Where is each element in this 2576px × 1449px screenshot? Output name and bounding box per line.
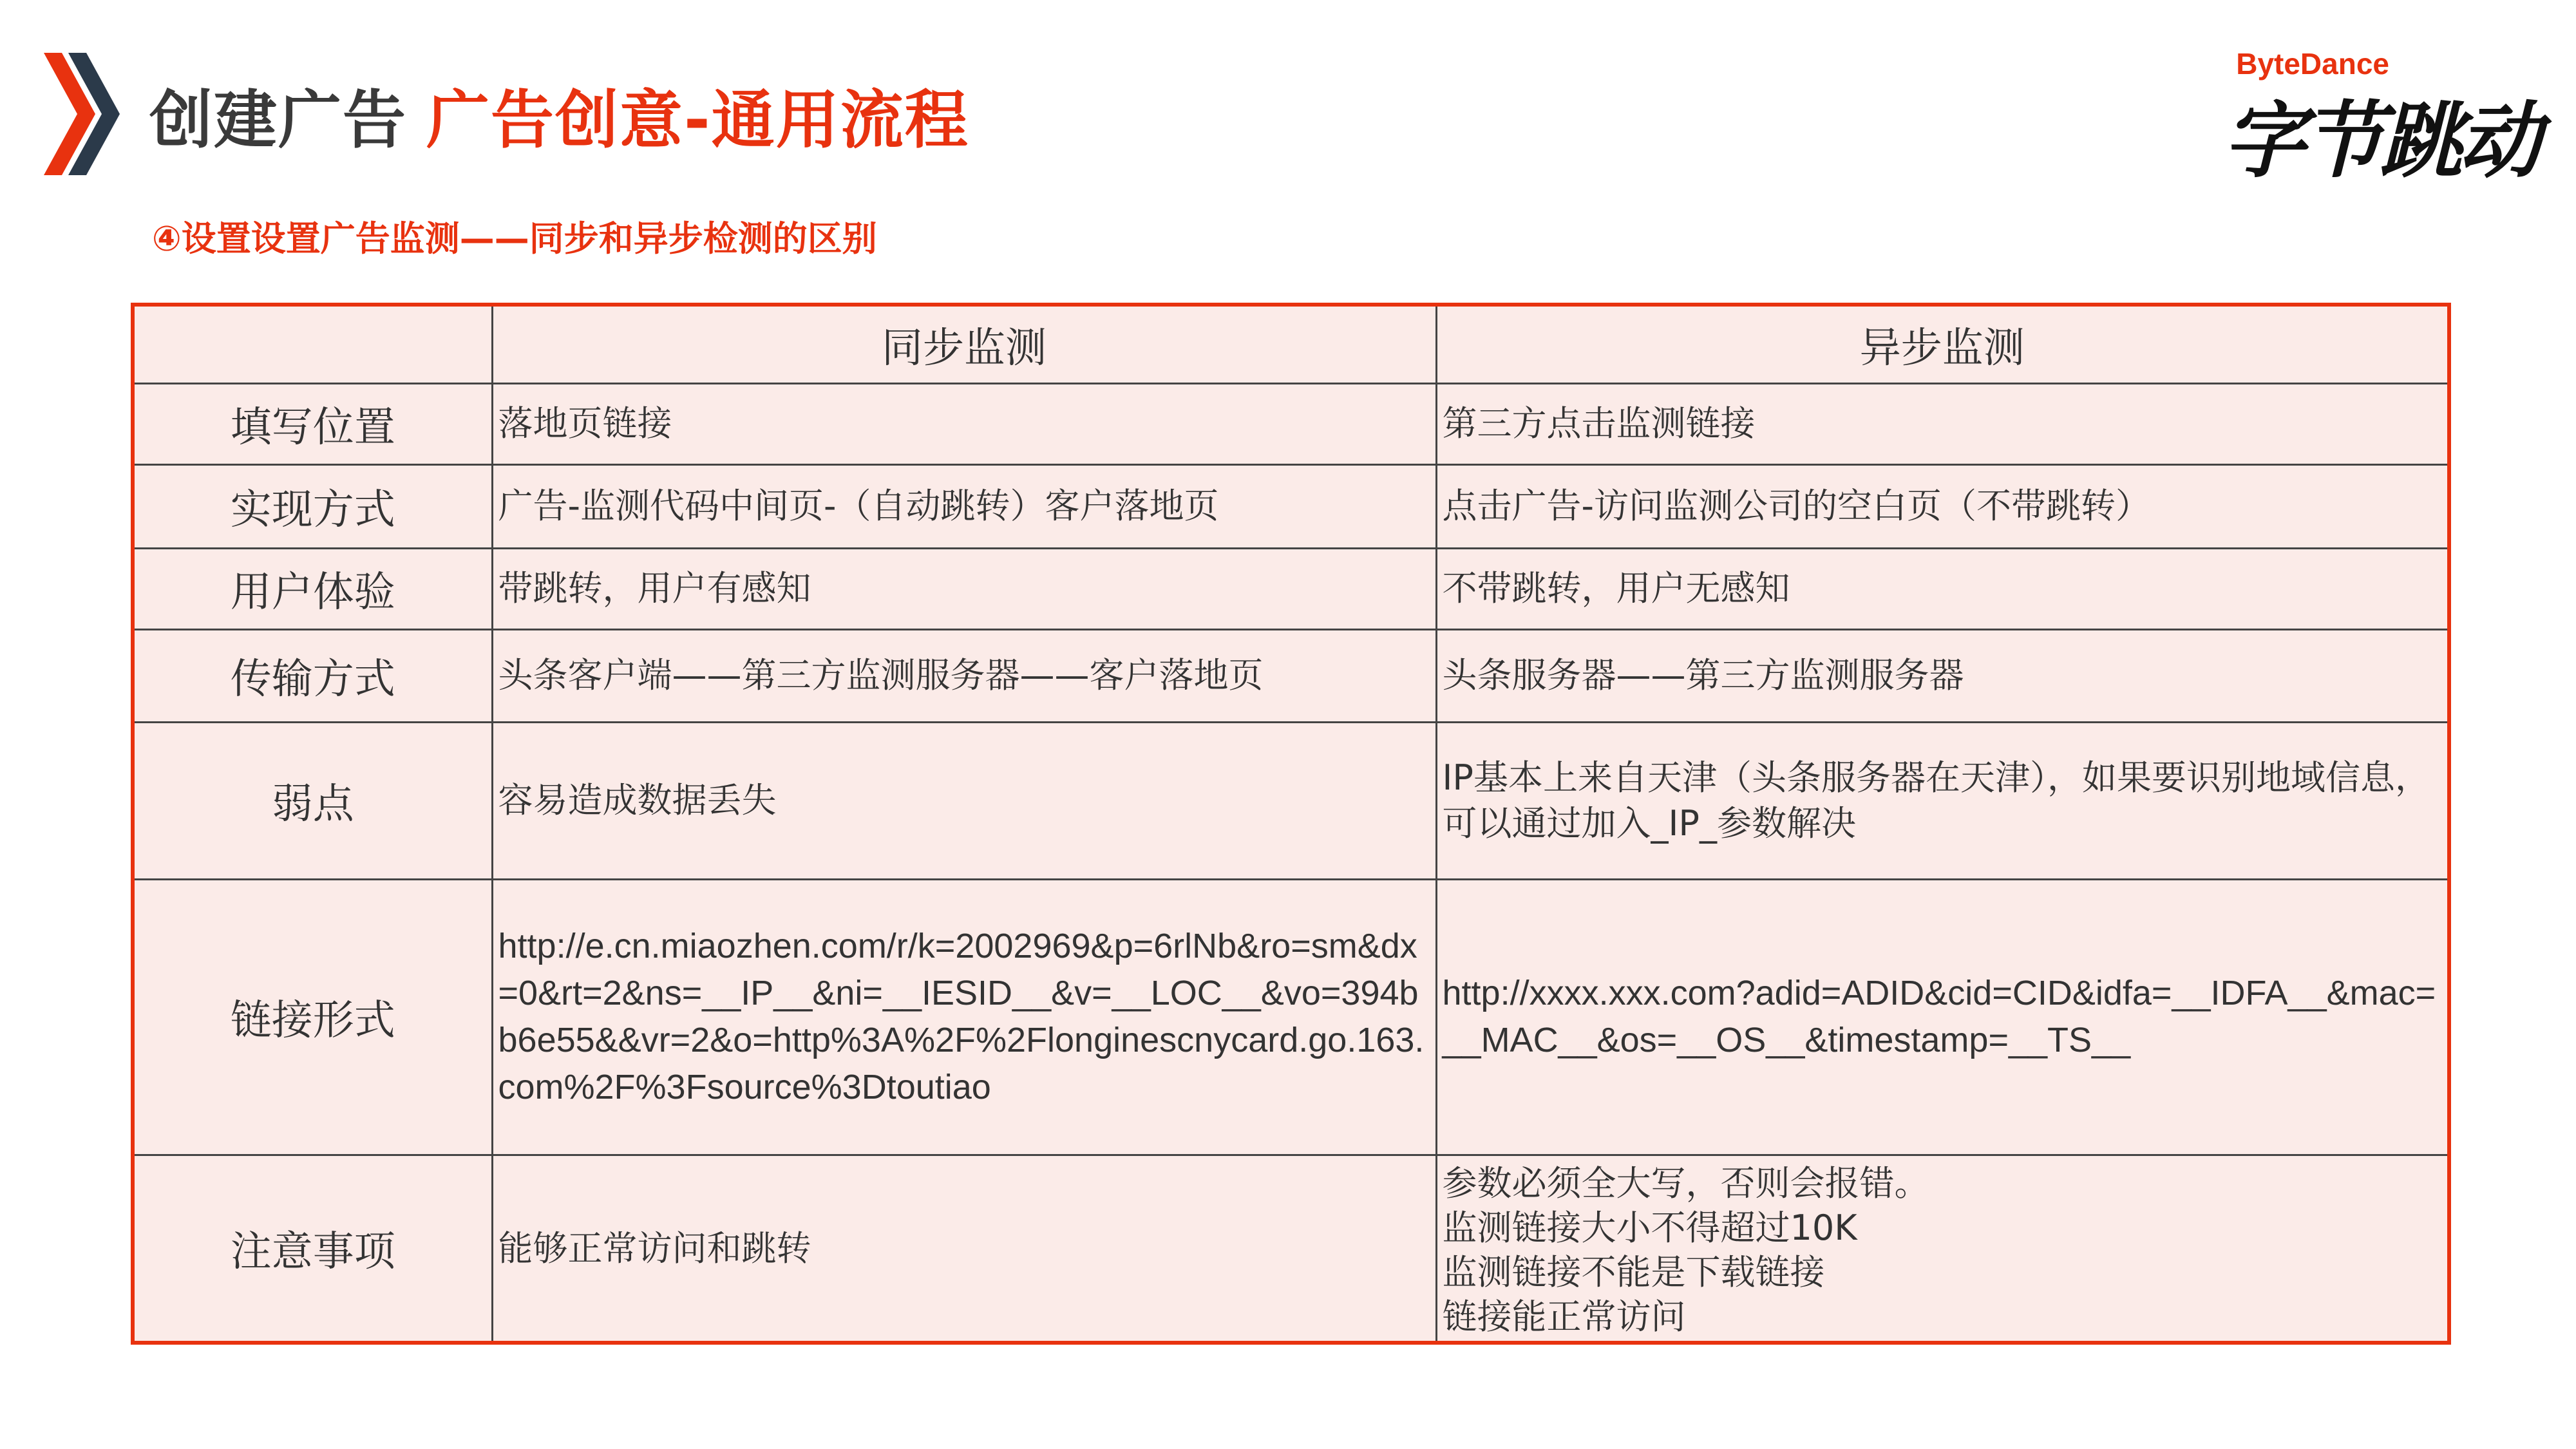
title-main: 创建广告 <box>149 84 408 157</box>
table-row <box>133 383 2449 464</box>
row-label: 弱点 <box>133 722 492 879</box>
bytedance-logo <box>2215 46 2537 189</box>
sync-cell: 带跳转，用户有感知 <box>492 548 1436 629</box>
row-label: 传输方式 <box>133 629 492 722</box>
table-row <box>133 1155 2449 1343</box>
async-cell: 不带跳转，用户无感知 <box>1436 548 2449 629</box>
note-line: 监测链接不能是下载链接 <box>1442 1251 1825 1293</box>
table-row <box>133 464 2449 548</box>
async-notes-cell <box>1436 1155 2449 1343</box>
corner-cell <box>133 305 492 383</box>
column-header-sync: 同步监测 <box>492 305 1436 383</box>
comparison-table <box>131 303 2451 1345</box>
table-header-row <box>133 305 2449 383</box>
page-title <box>149 70 969 160</box>
title-accent: 广告创意-通用流程 <box>426 84 969 157</box>
row-label: 注意事项 <box>133 1155 492 1343</box>
row-label: 填写位置 <box>133 383 492 464</box>
async-cell: 第三方点击监测链接 <box>1436 383 2449 464</box>
column-header-async: 异步监测 <box>1436 305 2449 383</box>
table-row <box>133 629 2449 722</box>
logo-chinese-text: 字节跳动 <box>2222 93 2537 189</box>
sync-cell: 容易造成数据丢失 <box>492 722 1436 879</box>
logo-english-text: ByteDance <box>2236 47 2389 80</box>
sync-cell: 落地页链接 <box>492 383 1436 464</box>
row-label: 用户体验 <box>133 548 492 629</box>
sync-cell: 能够正常访问和跳转 <box>492 1155 1436 1343</box>
async-url-cell: http://xxxx.xxx.com?adid=ADID&cid=CID&idfa=__IDFA__&mac=__MAC__&os=__OS__&timestamp=__TS__ <box>1436 879 2449 1155</box>
section-subtitle: ④设置设置广告监测——同步和异步检测的区别 <box>152 218 877 259</box>
sync-cell: 广告-监测代码中间页-（自动跳转）客户落地页 <box>492 464 1436 548</box>
note-line: 链接能正常访问 <box>1442 1296 1686 1337</box>
async-cell: 点击广告-访问监测公司的空白页（不带跳转） <box>1436 464 2449 548</box>
row-label: 链接形式 <box>133 879 492 1155</box>
note-line: 参数必须全大写，否则会报错。 <box>1442 1162 1929 1204</box>
chevron-logo-icon <box>44 53 121 175</box>
table-row <box>133 548 2449 629</box>
row-label: 实现方式 <box>133 464 492 548</box>
sync-cell: 头条客户端——第三方监测服务器——客户落地页 <box>492 629 1436 722</box>
async-cell: IP基本上来自天津（头条服务器在天津），如果要识别地域信息，可以通过加入_IP_参数解决 <box>1436 722 2449 879</box>
table-row <box>133 722 2449 879</box>
note-line: 监测链接大小不得超过10K <box>1442 1207 1857 1248</box>
table-row <box>133 879 2449 1155</box>
async-cell: 头条服务器——第三方监测服务器 <box>1436 629 2449 722</box>
sync-url-cell: http://e.cn.miaozhen.com/r/k=2002969&p=6rlNb&ro=sm&dx=0&rt=2&ns=__IP__&ni=__IESID__&v=__LOC__&vo=394bb6e55&&vr=2&o=http%3A%2F%2Flonginescnycard.go.163.com%2F%3Fsource%3Dtoutiao <box>492 879 1436 1155</box>
